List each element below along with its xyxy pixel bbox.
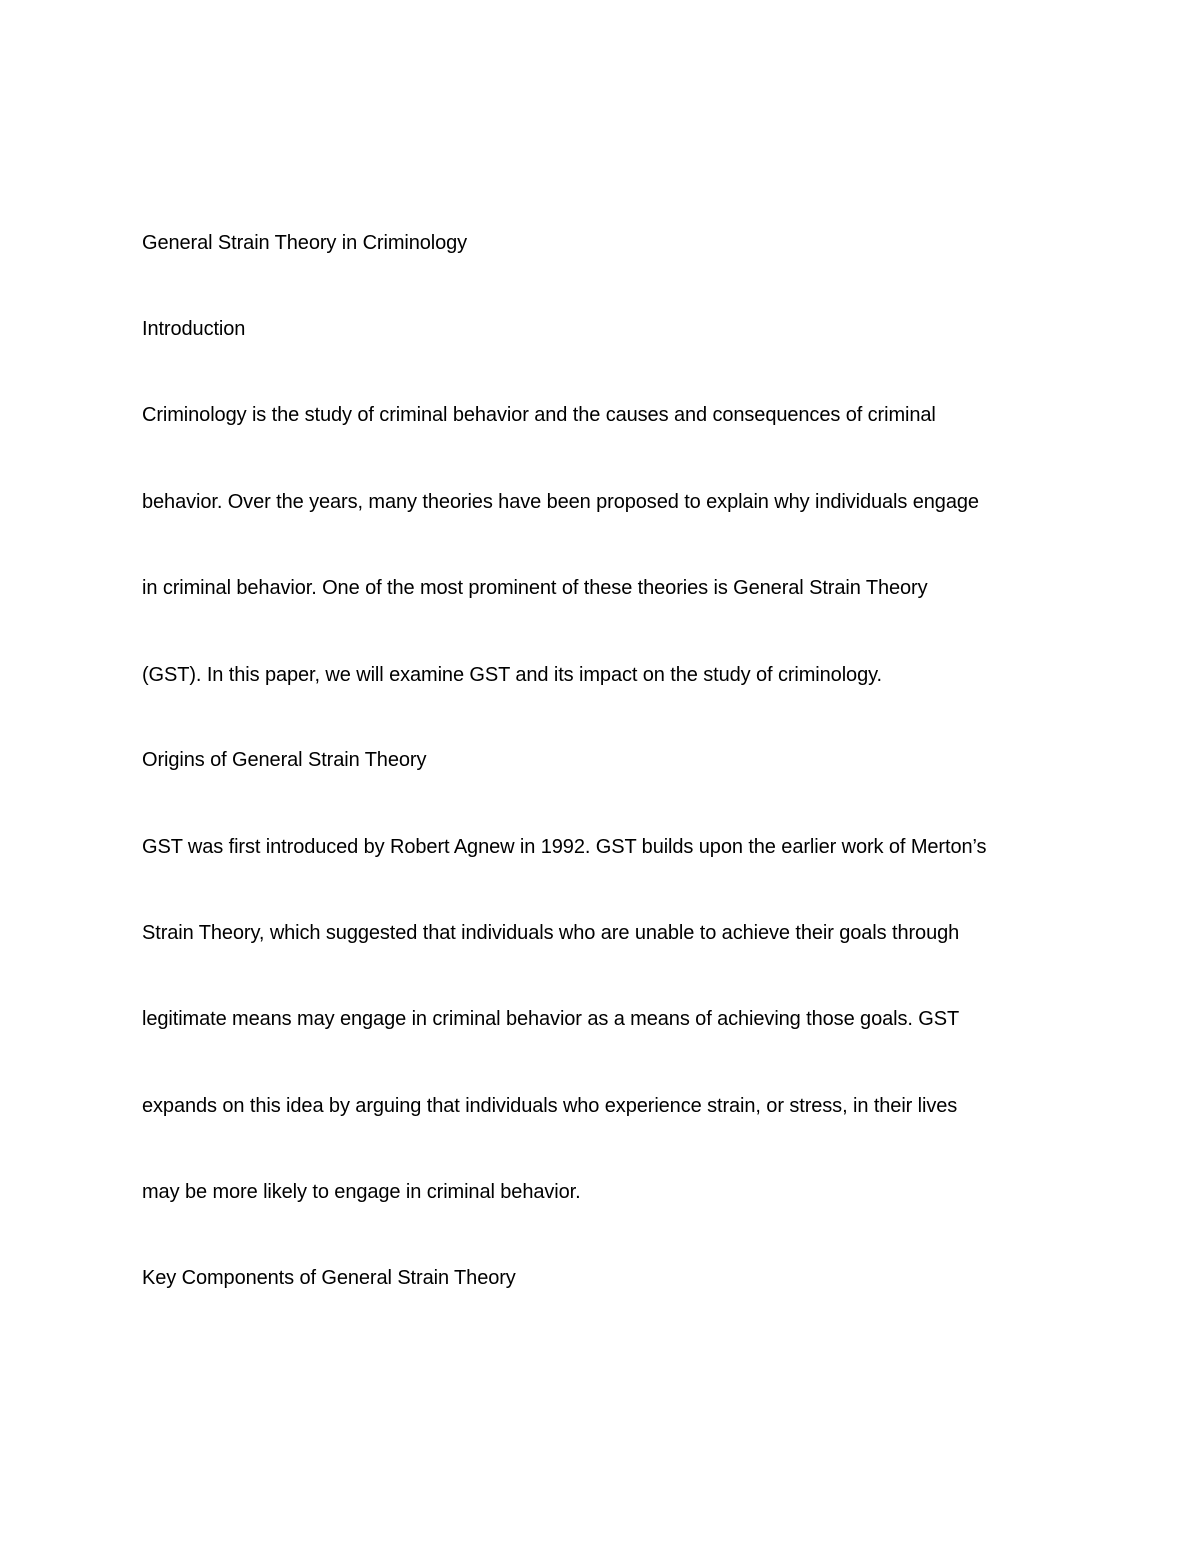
paragraph-line: behavior. Over the years, many theories have been proposed to explain why individuals engage: [142, 491, 979, 513]
paragraph-line: Criminology is the study of criminal behavior and the causes and consequences of criminal: [142, 404, 936, 426]
section-heading-introduction: Introduction: [142, 318, 246, 340]
paragraph-line: expands on this idea by arguing that individuals who experience strain, or stress, in their lives: [142, 1095, 958, 1117]
section-heading-key-components: Key Components of General Strain Theory: [142, 1267, 516, 1289]
paragraph-line: Strain Theory, which suggested that individuals who are unable to achieve their goals through: [142, 922, 960, 944]
paragraph-line: (GST). In this paper, we will examine GST and its impact on the study of criminology.: [142, 664, 882, 686]
paragraph-line: legitimate means may engage in criminal behavior as a means of achieving those goals. GST: [142, 1008, 960, 1030]
section-heading-origins: Origins of General Strain Theory: [142, 749, 427, 771]
paragraph-line: GST was first introduced by Robert Agnew in 1992. GST builds upon the earlier work of Merton’s: [142, 836, 987, 858]
document-title: General Strain Theory in Criminology: [142, 232, 468, 254]
paragraph-line: may be more likely to engage in criminal behavior.: [142, 1181, 581, 1203]
paragraph-line: in criminal behavior. One of the most prominent of these theories is General Strain Theory: [142, 577, 928, 599]
